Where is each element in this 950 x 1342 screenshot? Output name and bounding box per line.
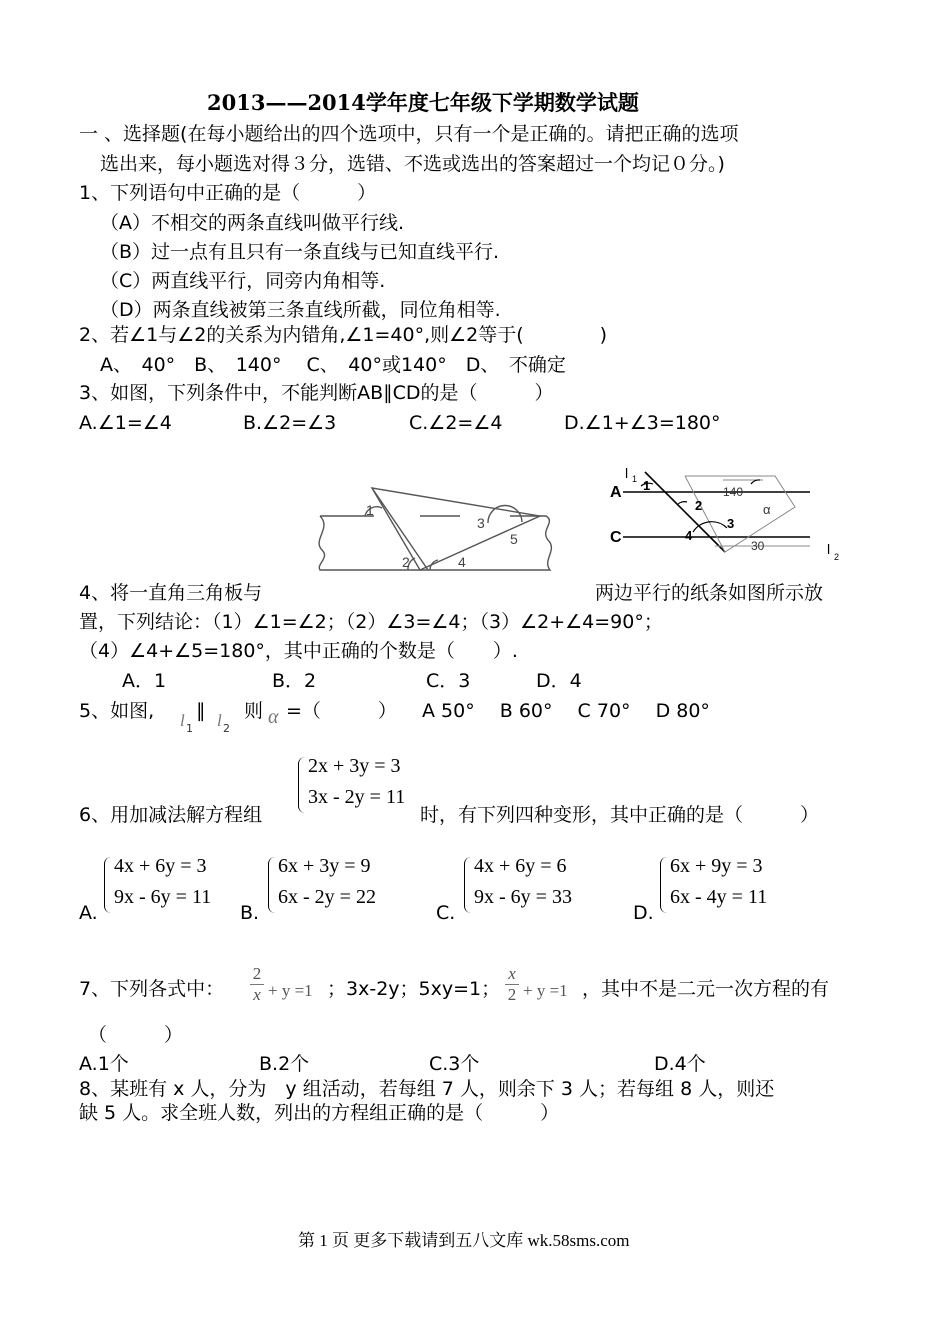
q6-option-d-label: D. (633, 902, 654, 924)
q5-parallel: ∥ (196, 700, 206, 722)
q4-option-a: A．1 (122, 670, 167, 692)
q5-alpha: α (268, 706, 279, 728)
q4-line2: 置，下列结论：（1）∠1=∠2；（2）∠3=∠4；（3）∠2+∠4=90°； (79, 611, 663, 633)
q5-l1: l (180, 711, 185, 730)
right-fig-angle-2: 2 (695, 498, 703, 513)
q7-option-c: C.3个 (429, 1053, 480, 1075)
q7-answer-paren: （ ） (88, 1024, 184, 1046)
q3-option-a: A.∠1=∠4 (79, 412, 172, 434)
q6-system-eq1: 2x + 3y = 3 (308, 755, 401, 777)
q6-equation-system (298, 755, 428, 817)
q5-equals: =（ ） (286, 700, 397, 722)
q6-option-a-eq1: 4x + 6y = 3 (114, 855, 207, 877)
q7-fraction-2 (505, 964, 519, 1005)
q7-option-d: D.4个 (654, 1053, 706, 1075)
q3-stem: 3、如图，下列条件中，不能判断AB∥CD的是（ ） (79, 382, 554, 404)
q6-option-c-eq1: 4x + 6y = 6 (474, 855, 567, 877)
q3-option-c: C.∠2=∠4 (409, 412, 503, 434)
right-fig-angle-30: 30 (751, 539, 765, 553)
right-fig-label-C: C (610, 529, 622, 546)
q7-middle: ；3x-2y；5xy=1； (327, 978, 501, 1000)
section-heading-line1: 一 、选择题(在每小题给出的四个选项中，只有一个是正确的。请把正确的选项 (79, 123, 739, 145)
q4-option-b: B．2 (272, 670, 317, 692)
q6-option-b-eq1: 6x + 3y = 9 (278, 855, 371, 877)
q4-option-d: D．4 (536, 670, 582, 692)
q7-option-a: A.1个 (79, 1053, 129, 1075)
q1-option-d: （D）两条直线被第三条直线所截，同位角相等. (100, 299, 501, 321)
right-fig-angle-4: 4 (685, 528, 693, 543)
q7-term-2-tail: + y =1 (523, 981, 568, 1000)
q6-option-c-eq2: 9x - 6y = 33 (474, 886, 572, 908)
q7-fraction-1-numerator: 2 (250, 964, 264, 985)
q7-fraction-1-denominator: x (253, 985, 261, 1004)
q5-prefix: 5、如图, (79, 700, 155, 722)
left-fig-label-4: 4 (458, 554, 466, 570)
section-heading-line2: 选出来，每小题选对得３分，选错、不选或选出的答案超过一个均记０分。) (100, 153, 725, 175)
page-title: 2013——2014学年度七年级下学期数学试题 (207, 90, 639, 115)
q5-l2: l (217, 711, 222, 730)
parallel-lines-figure (605, 462, 845, 567)
q1-stem: 1、下列语句中正确的是（ ） (79, 182, 377, 204)
right-fig-label-l1: l (625, 465, 629, 481)
q7-prefix: 7、下列各式中： (79, 978, 225, 1000)
q7-suffix: ，其中不是二元一次方程的有 (582, 978, 830, 1000)
q2-stem: 2、若∠1与∠2的关系为内错角,∠1=40°,则∠2等于( ) (79, 324, 608, 346)
q5-l2-sub: 2 (223, 722, 230, 735)
left-fig-label-5: 5 (510, 531, 518, 547)
q8-line2: 缺 5 人。求全班人数，列出的方程组正确的是（ ） (79, 1102, 560, 1124)
q6-suffix: 时，有下列四种变形，其中正确的是（ ） (420, 804, 820, 826)
q7-option-b: B.2个 (259, 1053, 310, 1075)
q6-prefix: 6、用加减法解方程组 (79, 804, 263, 826)
right-fig-alpha: α (763, 502, 771, 517)
q4-line3: （4）∠4+∠5=180°，其中正确的个数是（ ）. (79, 640, 518, 662)
right-fig-label-l2: l (827, 541, 831, 557)
q8-line1: 8、某班有 x 人，分为 y 组活动，若每组 7 人，则余下 3 人；若每组 8 人，则还 (79, 1078, 775, 1100)
q5-then: 则 (244, 700, 264, 722)
left-fig-label-3: 3 (477, 515, 485, 531)
right-fig-label-l2-sub: 2 (834, 552, 840, 562)
q6-option-c-label: C. (436, 902, 456, 924)
q6-option-a-system (104, 855, 224, 917)
q5-options: A 50° B 60° C 70° D 80° (422, 700, 710, 722)
q4-line1-end: 两边平行的纸条如图所示放 (595, 582, 824, 604)
page-footer: 第 1 页 更多下载请到五八文库 wk.58sms.com (298, 1231, 630, 1250)
q7-term-1-tail: + y =1 (268, 981, 313, 1000)
q7-fraction-2-denominator: 2 (507, 985, 517, 1004)
right-fig-angle-3: 3 (727, 516, 735, 531)
q1-option-c: （C）两直线平行，同旁内角相等. (100, 270, 386, 292)
q1-option-a: （A）不相交的两条直线叫做平行线. (100, 212, 405, 234)
q4-line1-start: 4、将一直角三角板与 (79, 582, 263, 604)
q7-fraction-2-numerator: x (505, 964, 519, 985)
right-fig-angle-1: 1 (643, 478, 651, 493)
triangle-strip-figure (310, 478, 560, 578)
q6-option-a-eq2: 9x - 6y = 11 (114, 886, 212, 908)
q6-option-a-label: A. (79, 902, 98, 924)
q3-option-b: B.∠2=∠3 (243, 412, 337, 434)
q7-fraction-1 (250, 964, 264, 1005)
left-fig-label-1: 1 (366, 502, 374, 518)
q6-option-b-label: B. (240, 902, 260, 924)
right-fig-label-l1-sub: 1 (632, 474, 638, 484)
q6-option-b-system (268, 855, 398, 917)
q6-option-d-eq1: 6x + 9y = 3 (670, 855, 763, 877)
q6-option-b-eq2: 6x - 2y = 22 (278, 886, 376, 908)
right-fig-angle-140: 140 (723, 485, 744, 499)
q6-option-d-system (660, 855, 790, 917)
q2-options: A、 40° B、 140° C、 40°或140° D、 不确定 (100, 354, 566, 376)
q4-option-c: C．3 (426, 670, 471, 692)
q5-l1-sub: 1 (186, 722, 193, 735)
q6-option-c-system (464, 855, 594, 917)
right-fig-label-A: A (610, 484, 622, 501)
left-fig-label-2: 2 (402, 554, 410, 570)
q3-option-d: D.∠1+∠3=180° (564, 412, 721, 434)
q1-option-b: （B）过一点有且只有一条直线与已知直线平行. (100, 241, 500, 263)
q6-option-d-eq2: 6x - 4y = 11 (670, 886, 768, 908)
q6-system-eq2: 3x - 2y = 11 (308, 786, 406, 808)
